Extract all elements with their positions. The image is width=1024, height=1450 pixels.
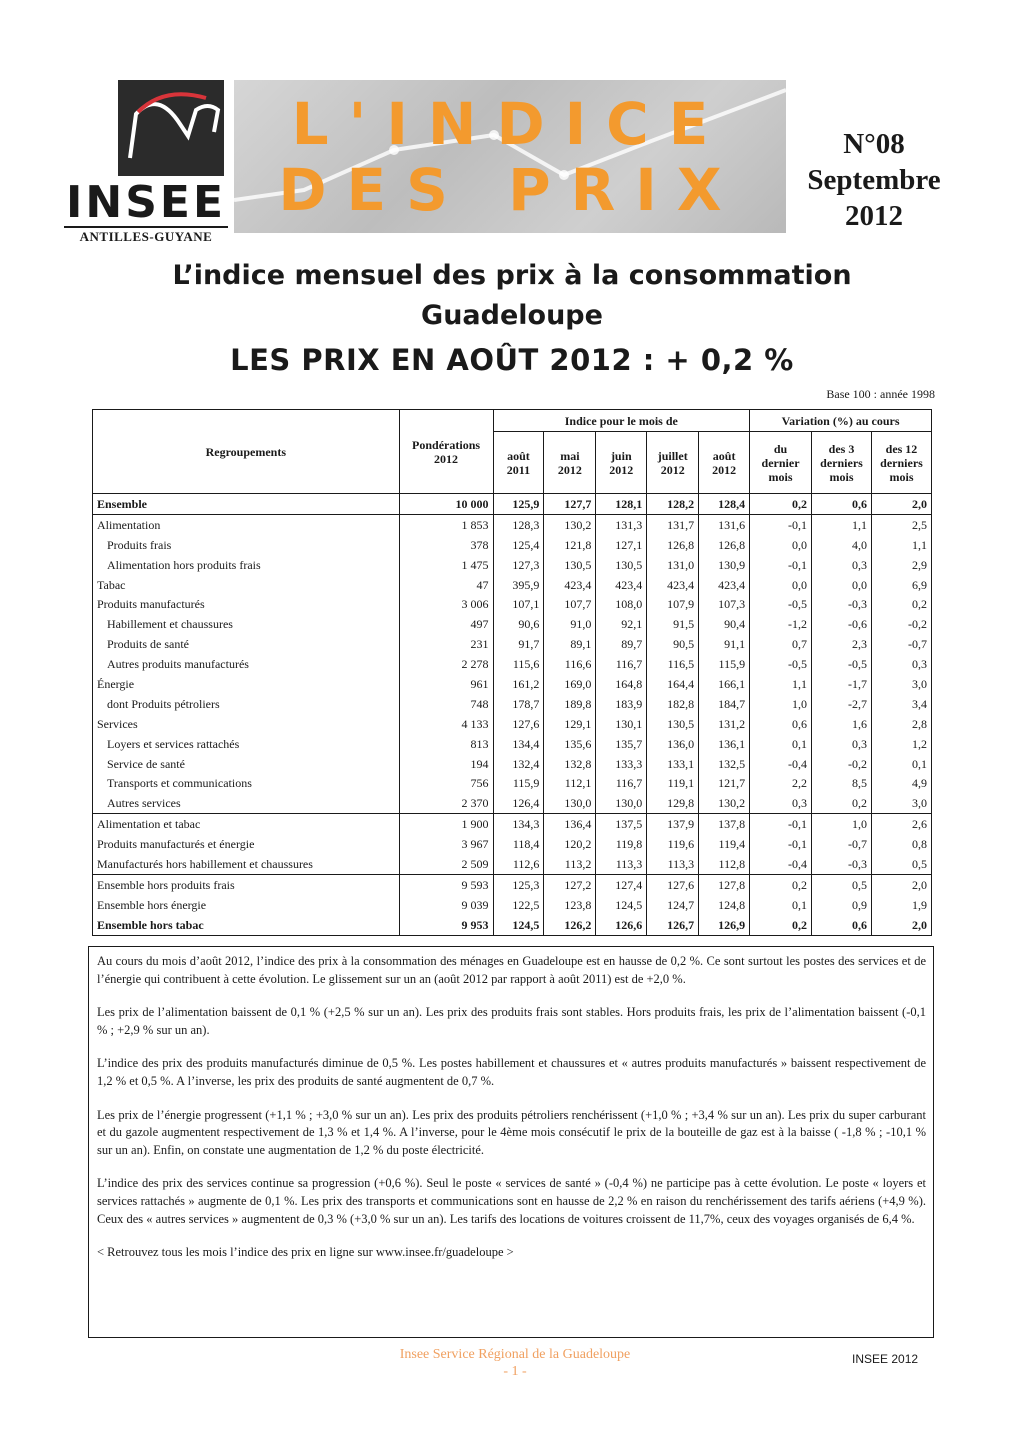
row-label: Transports et communications [93,773,400,793]
issue-year: 2012 [845,200,903,232]
weight-cell: 9 593 [399,874,493,894]
variation-cell: -0,4 [750,754,812,774]
table-row [93,594,932,614]
table-row [93,854,932,874]
index-cell: 119,4 [699,834,750,854]
variation-cell: 8,5 [812,773,872,793]
commentary-box [88,946,934,1338]
weight-cell: 231 [399,634,493,654]
index-cell: 116,6 [544,654,596,674]
index-header: Indice pour le mois de [493,410,750,432]
weight-cell: 10 000 [399,494,493,515]
variation-cell: -0,6 [812,614,872,634]
variation-cell: 0,5 [812,874,872,894]
table-row [93,694,932,714]
index-cell: 164,8 [596,674,647,694]
weight-cell: 756 [399,773,493,793]
variation-cell: -0,1 [750,514,812,534]
variation-cell: 0,2 [750,494,812,515]
weight-cell: 2 509 [399,854,493,874]
index-cell: 128,3 [493,514,544,534]
group-header: Regroupements [93,410,400,494]
index-cell: 124,5 [493,915,544,935]
variation-cell: 2,5 [871,514,931,534]
table-row [93,793,932,813]
weight-cell: 497 [399,614,493,634]
row-label: Énergie [93,674,400,694]
weight-cell: 378 [399,535,493,555]
row-label: Produits frais [93,535,400,555]
variation-cell: -1,7 [812,674,872,694]
variation-cell: -0,2 [871,614,931,634]
weight-cell: 3 967 [399,834,493,854]
table-row [93,734,932,754]
month-header: juin 2012 [596,432,647,494]
index-cell: 133,1 [647,754,699,774]
variation-cell: -0,1 [750,555,812,575]
variation-cell: -0,3 [812,854,872,874]
index-cell: 126,2 [544,915,596,935]
variation-cell: 0,5 [871,854,931,874]
index-cell: 116,7 [596,773,647,793]
variation-period-header: du dernier mois [750,432,812,494]
issue-month: Septembre [807,164,941,196]
row-label: Loyers et services rattachés [93,734,400,754]
variation-cell: 0,3 [871,654,931,674]
index-cell: 127,1 [596,535,647,555]
table-row [93,614,932,634]
index-cell: 92,1 [596,614,647,634]
index-cell: 131,2 [699,714,750,734]
variation-cell: 1,9 [871,895,931,915]
index-cell: 108,0 [596,594,647,614]
index-cell: 121,8 [544,535,596,555]
page-number: - 1 - [503,1364,527,1379]
month-header: août 2012 [699,432,750,494]
variation-cell: 1,0 [812,814,872,834]
row-label: Produits manufacturés et énergie [93,834,400,854]
index-cell: 91,5 [647,614,699,634]
index-cell: 128,1 [596,494,647,515]
variation-cell: 1,2 [871,734,931,754]
variation-cell: 0,7 [750,634,812,654]
row-label: Autres services [93,793,400,813]
index-cell: 90,6 [493,614,544,634]
month-header: août 2011 [493,432,544,494]
index-cell: 131,0 [647,555,699,575]
index-cell: 130,5 [544,555,596,575]
index-cell: 118,4 [493,834,544,854]
footer-service-label: Insee Service Régional de la Guadeloupe [399,1347,631,1362]
variation-cell: 0,0 [750,575,812,595]
variation-cell: -2,7 [812,694,872,714]
variation-cell: 0,2 [750,874,812,894]
table-row [93,714,932,734]
index-cell: 126,8 [699,535,750,555]
commentary-paragraph: Au cours du mois d’août 2012, l’indice des prix à la consommation des ménages en Guadeloupe est en hausse de 0,2 %. Ce sont surtout les postes des services et de l’énergie qui contribuent à cette évolution. Le glissement sur un an (août 2012 par rapport à août 2011) est de +2,0 %. [97,954,926,986]
index-cell: 126,7 [647,915,699,935]
insee-region-label: ANTILLES-GUYANE [64,226,228,245]
index-cell: 136,0 [647,734,699,754]
index-cell: 136,1 [699,734,750,754]
footer-service [330,1346,700,1380]
index-cell: 124,8 [699,895,750,915]
index-cell: 127,6 [493,714,544,734]
weight-cell: 1 475 [399,555,493,575]
row-label: Service de santé [93,754,400,774]
issue-number: N°08 [843,128,905,160]
variation-cell: 2,0 [871,915,931,935]
index-cell: 89,7 [596,634,647,654]
variation-cell: 1,1 [812,514,872,534]
index-cell: 116,5 [647,654,699,674]
variation-cell: 6,9 [871,575,931,595]
variation-cell: 2,0 [871,874,931,894]
variation-cell: 1,0 [750,694,812,714]
variation-cell: -0,2 [812,754,872,774]
table-row [93,874,932,894]
variation-cell: -0,5 [750,654,812,674]
base-note: Base 100 : année 1998 [826,387,935,401]
variation-cell: -0,5 [812,654,872,674]
variation-cell: 2,2 [750,773,812,793]
index-cell: 125,4 [493,535,544,555]
variation-cell: -1,2 [750,614,812,634]
index-cell: 127,4 [596,874,647,894]
weight-cell: 9 953 [399,915,493,935]
index-cell: 423,4 [596,575,647,595]
variation-cell: 0,3 [812,734,872,754]
variation-cell: -0,4 [750,854,812,874]
index-cell: 130,9 [699,555,750,575]
index-cell: 136,4 [544,814,596,834]
region-title: Guadeloupe [421,300,603,331]
variation-cell: 0,2 [750,915,812,935]
row-label: Ensemble hors produits frais [93,874,400,894]
variation-cell: 4,0 [812,535,872,555]
variation-cell: 2,0 [871,494,931,515]
variation-cell: -0,7 [871,634,931,654]
index-cell: 189,8 [544,694,596,714]
variation-cell: 0,8 [871,834,931,854]
index-cell: 130,2 [699,793,750,813]
index-cell: 116,7 [596,654,647,674]
variation-period-header: des 12 derniers mois [871,432,931,494]
index-cell: 115,6 [493,654,544,674]
index-cell: 131,7 [647,514,699,534]
commentary-paragraph: L’indice des prix des produits manufacturés diminue de 0,5 %. Les postes habillement et chaussures et « autres produits manufacturés » baissent respectivement de 1,2 % et 0,5 %. A l’inverse, les prix des produits de santé augmentent de 0,7 %. [97,1056,926,1088]
index-cell: 130,1 [596,714,647,734]
publication-banner [234,80,786,233]
weights-header: Pondérations 2012 [399,410,493,494]
variation-cell: 3,4 [871,694,931,714]
price-index-table [92,409,932,936]
insee-logo-mark [118,80,224,176]
table-row [93,814,932,834]
index-cell: 183,9 [596,694,647,714]
weight-cell: 813 [399,734,493,754]
variation-cell: 0,6 [750,714,812,734]
index-cell: 423,4 [544,575,596,595]
index-cell: 130,2 [544,514,596,534]
index-cell: 119,1 [647,773,699,793]
commentary-paragraph: Les prix de l’alimentation baissent de 0,1 % (+2,5 % sur un an). Les prix des produits frais sont stables. Hors produits frais, les prix de l’alimentation baissent (-0,1 % ; +2,9 % sur un an). [97,1005,926,1037]
index-cell: 120,2 [544,834,596,854]
variation-cell: 0,0 [812,575,872,595]
logo-peak-icon [118,80,224,176]
variation-cell: -0,1 [750,814,812,834]
table-row [93,514,932,534]
index-cell: 127,3 [493,555,544,575]
row-label: Alimentation [93,514,400,534]
index-cell: 89,1 [544,634,596,654]
variation-cell: 1,1 [750,674,812,694]
index-cell: 112,6 [493,854,544,874]
variation-period-header: des 3 derniers mois [812,432,872,494]
index-cell: 121,7 [699,773,750,793]
issue-info [798,126,950,234]
insee-wordmark: INSEE [66,177,226,228]
commentary-paragraph: < Retrouvez tous les mois l’indice des prix en ligne sur www.insee.fr/guadeloupe > [97,1245,514,1260]
index-cell: 130,5 [647,714,699,734]
row-label: Alimentation hors produits frais [93,555,400,575]
index-cell: 129,1 [544,714,596,734]
variation-cell: 4,9 [871,773,931,793]
index-cell: 169,0 [544,674,596,694]
weight-cell: 961 [399,674,493,694]
index-cell: 123,8 [544,895,596,915]
index-cell: 122,5 [493,895,544,915]
table-row [93,834,932,854]
variation-cell: 0,1 [871,754,931,774]
index-cell: 119,8 [596,834,647,854]
headline: LES PRIX EN AOÛT 2012 : + 0,2 % [230,343,794,377]
row-label: Tabac [93,575,400,595]
table-row [93,634,932,654]
index-cell: 132,5 [699,754,750,774]
index-cell: 107,7 [544,594,596,614]
row-label: Produits manufacturés [93,594,400,614]
table-row [93,654,932,674]
row-label: Ensemble [93,494,400,515]
index-cell: 127,7 [544,494,596,515]
table-row [93,915,932,935]
row-label: Produits de santé [93,634,400,654]
weight-cell: 47 [399,575,493,595]
index-cell: 395,9 [493,575,544,595]
index-cell: 91,0 [544,614,596,634]
index-cell: 137,9 [647,814,699,834]
index-cell: 90,4 [699,614,750,634]
index-cell: 423,4 [647,575,699,595]
table-row [93,575,932,595]
index-cell: 129,8 [647,793,699,813]
index-cell: 107,1 [493,594,544,614]
index-cell: 126,4 [493,793,544,813]
variation-cell: 0,6 [812,915,872,935]
index-cell: 107,3 [699,594,750,614]
weight-cell: 4 133 [399,714,493,734]
row-label: Services [93,714,400,734]
variation-cell: 0,1 [750,895,812,915]
index-cell: 182,8 [647,694,699,714]
weight-cell: 194 [399,754,493,774]
table-row [93,895,932,915]
index-cell: 113,2 [544,854,596,874]
table-row [93,535,932,555]
weight-cell: 748 [399,694,493,714]
index-cell: 91,1 [699,634,750,654]
variation-cell: 2,8 [871,714,931,734]
index-cell: 126,6 [596,915,647,935]
commentary-paragraph: L’indice des prix des services continue sa progression (+0,6 %). Seul le poste « services de santé » (-0,4 %) ne participe pas à cette évolution. Le poste « loyers et services rattachés » augmente de 0,1 %. Les prix des transports et communications sont en hausse de 2,2 % en raison du renchérissement des tarifs aériens (+4,9 %). Ceux des « autres services » augmentent de 0,3 % (+3,0 % sur un an). Les tarifs des locations de voitures croissent de 11,7%, ceux des voyages organisés de 6,4 %. [97,1176,926,1226]
row-label: Manufacturés hors habillement et chaussures [93,854,400,874]
weight-cell: 9 039 [399,895,493,915]
index-cell: 178,7 [493,694,544,714]
index-cell: 124,5 [596,895,647,915]
table-row [93,555,932,575]
index-cell: 124,7 [647,895,699,915]
weight-cell: 1 900 [399,814,493,834]
weight-cell: 1 853 [399,514,493,534]
index-cell: 423,4 [699,575,750,595]
variation-cell: 2,9 [871,555,931,575]
table-row [93,494,932,515]
index-cell: 112,8 [699,854,750,874]
weight-cell: 3 006 [399,594,493,614]
index-cell: 133,3 [596,754,647,774]
table-row [93,674,932,694]
index-cell: 91,7 [493,634,544,654]
month-header: mai 2012 [544,432,596,494]
table-row [93,773,932,793]
variation-header: Variation (%) au cours [750,410,932,432]
variation-cell: 1,6 [812,714,872,734]
variation-cell: -0,7 [812,834,872,854]
index-cell: 135,6 [544,734,596,754]
index-cell: 132,4 [493,754,544,774]
row-label: Autres produits manufacturés [93,654,400,674]
variation-cell: 2,3 [812,634,872,654]
index-cell: 112,1 [544,773,596,793]
weight-cell: 2 278 [399,654,493,674]
index-cell: 126,9 [699,915,750,935]
banner-title-line-2: DES PRIX [278,156,742,224]
index-cell: 125,3 [493,874,544,894]
index-cell: 107,9 [647,594,699,614]
index-cell: 115,9 [699,654,750,674]
variation-cell: 0,3 [812,555,872,575]
variation-cell: 1,1 [871,535,931,555]
variation-cell: 0,2 [812,793,872,813]
footer-copyright: INSEE 2012 [852,1352,919,1366]
index-cell: 131,6 [699,514,750,534]
index-cell: 90,5 [647,634,699,654]
page-title: L’indice mensuel des prix à la consommation [172,260,852,291]
index-cell: 137,8 [699,814,750,834]
index-cell: 130,0 [596,793,647,813]
index-cell: 115,9 [493,773,544,793]
index-cell: 126,8 [647,535,699,555]
variation-cell: 3,0 [871,674,931,694]
month-header: juillet 2012 [647,432,699,494]
index-cell: 184,7 [699,694,750,714]
index-cell: 127,2 [544,874,596,894]
index-cell: 161,2 [493,674,544,694]
index-cell: 164,4 [647,674,699,694]
index-cell: 128,2 [647,494,699,515]
variation-cell: -0,5 [750,594,812,614]
index-cell: 132,8 [544,754,596,774]
variation-cell: 0,3 [750,793,812,813]
index-cell: 119,6 [647,834,699,854]
row-label: Ensemble hors tabac [93,915,400,935]
index-cell: 131,3 [596,514,647,534]
row-label: dont Produits pétroliers [93,694,400,714]
index-cell: 166,1 [699,674,750,694]
index-cell: 134,3 [493,814,544,834]
variation-cell: 3,0 [871,793,931,813]
index-cell: 127,8 [699,874,750,894]
banner-title-line-1: L'INDICE [291,90,729,158]
variation-cell: 2,6 [871,814,931,834]
variation-cell: 0,1 [750,734,812,754]
index-cell: 130,0 [544,793,596,813]
commentary-paragraph: Les prix de l’énergie progressent (+1,1 % ; +3,0 % sur un an). Les prix des produits pétroliers renchérissent (+1,0 % ; +3,4 % sur un an). Les prix du super carburant et du gazole augmentent respectivement de 1,3 % et 1,4 %. A l’inverse, pour le 4ème mois consécutif le prix de la bouteille de gaz est à la baisse ( -1,8 % ; -10,1 % sur un an). Enfin, on constate une augmentation de 1,2 % du poste électricité. [97,1107,926,1157]
row-label: Habillement et chaussures [93,614,400,634]
index-cell: 135,7 [596,734,647,754]
table-row [93,754,932,774]
index-cell: 113,3 [596,854,647,874]
weight-cell: 2 370 [399,793,493,813]
variation-cell: 0,2 [871,594,931,614]
index-cell: 134,4 [493,734,544,754]
variation-cell: -0,1 [750,834,812,854]
variation-cell: 0,9 [812,895,872,915]
row-label: Alimentation et tabac [93,814,400,834]
variation-cell: -0,3 [812,594,872,614]
page-titles [60,256,964,384]
table-body [93,494,932,936]
index-cell: 130,5 [596,555,647,575]
index-cell: 127,6 [647,874,699,894]
index-cell: 125,9 [493,494,544,515]
variation-cell: 0,6 [812,494,872,515]
index-cell: 128,4 [699,494,750,515]
index-cell: 137,5 [596,814,647,834]
row-label: Ensemble hors énergie [93,895,400,915]
variation-cell: 0,0 [750,535,812,555]
index-cell: 113,3 [647,854,699,874]
